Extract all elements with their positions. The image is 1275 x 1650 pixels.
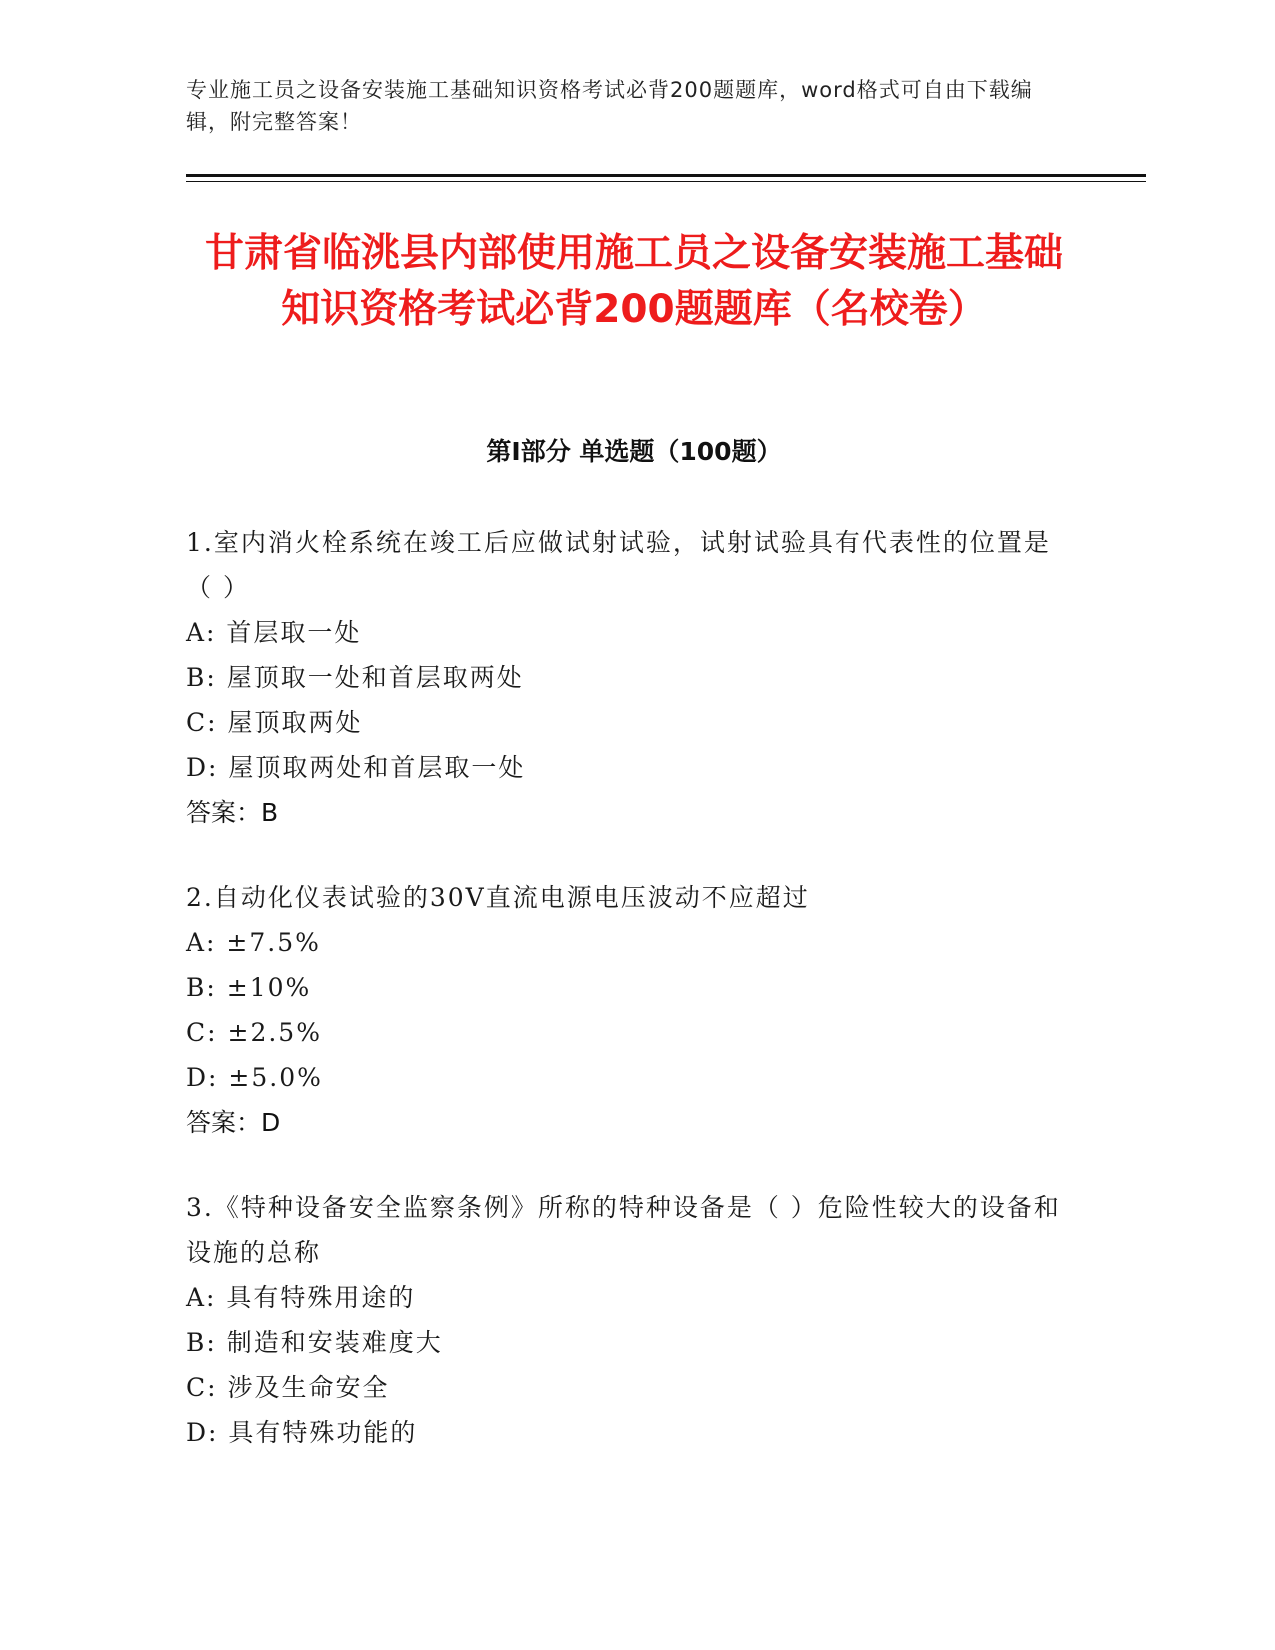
question-stem: 1.室内消火栓系统在竣工后应做试射试验，试射试验具有代表性的位置是（ ） xyxy=(186,528,1051,602)
option-a: A: ±7.5% xyxy=(186,928,321,957)
option-c: C: 涉及生命安全 xyxy=(186,1373,390,1402)
answer: 答案：D xyxy=(186,1108,281,1137)
section-title: 第Ⅰ部分 单选题（100题） xyxy=(486,437,782,466)
option-a: A: 具有特殊用途的 xyxy=(186,1283,416,1312)
question-1 xyxy=(186,520,1066,835)
document-title: 甘肃省临洮县内部使用施工员之设备安装施工基础知识资格考试必背200题题库（名校卷） xyxy=(204,231,1063,332)
option-b: B: 制造和安装难度大 xyxy=(186,1328,443,1357)
header-note: 专业施工员之设备安装施工基础知识资格考试必背200题题库，word格式可自由下载编辑，附完整答案！ xyxy=(186,78,1033,134)
option-a: A: 首层取一处 xyxy=(186,618,362,647)
question-2 xyxy=(186,875,1066,1145)
question-stem: 3.《特种设备安全监察条例》所称的特种设备是（ ）危险性较大的设备和设施的总称 xyxy=(186,1193,1061,1267)
option-d: D: ±5.0% xyxy=(186,1063,323,1092)
header-divider-thin xyxy=(186,181,1146,182)
option-b: B: ±10% xyxy=(186,973,312,1002)
option-d: D: 具有特殊功能的 xyxy=(186,1418,418,1447)
question-list xyxy=(186,520,1066,1495)
answer: 答案：B xyxy=(186,798,279,827)
header-divider-thick xyxy=(186,174,1146,177)
question-stem: 2.自动化仪表试验的30V直流电源电压波动不应超过 xyxy=(186,883,810,912)
option-c: C: ±2.5% xyxy=(186,1018,322,1047)
option-d: D: 屋顶取两处和首层取一处 xyxy=(186,753,526,782)
option-c: C: 屋顶取两处 xyxy=(186,708,363,737)
question-3 xyxy=(186,1185,1066,1455)
option-b: B: 屋顶取一处和首层取两处 xyxy=(186,663,524,692)
